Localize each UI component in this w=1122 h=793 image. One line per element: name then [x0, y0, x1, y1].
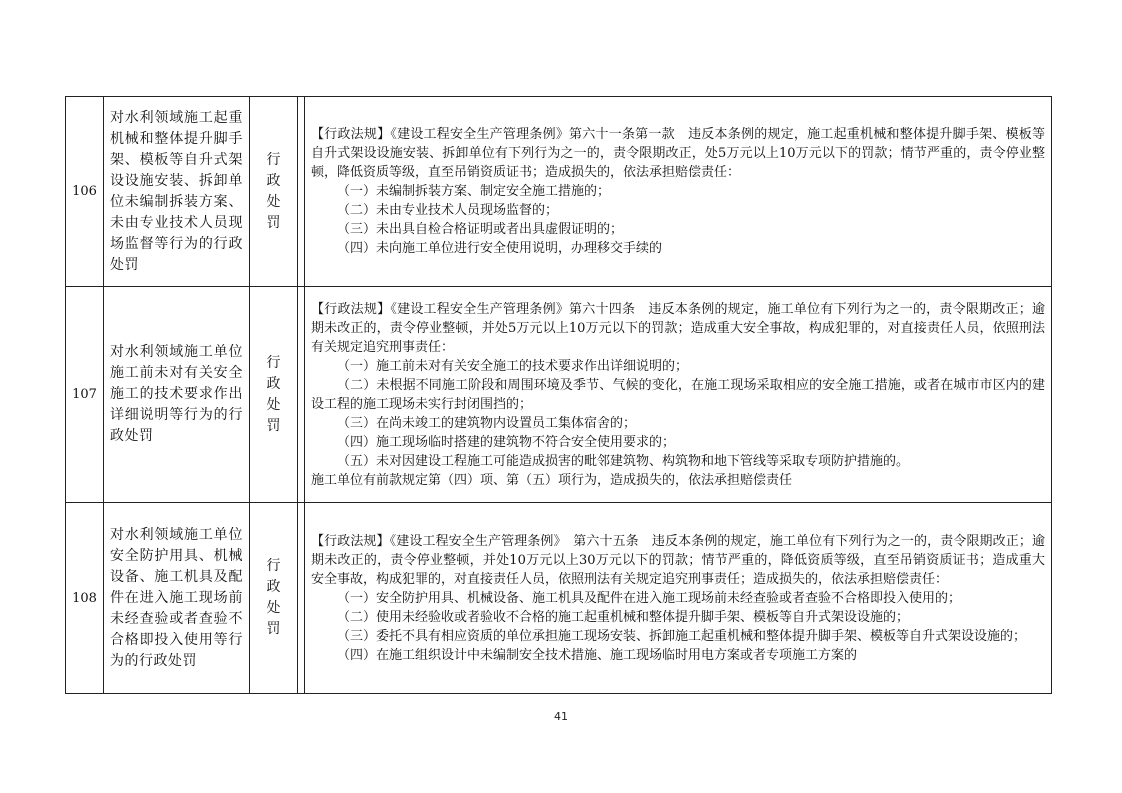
page-number: 41: [554, 710, 568, 723]
spacer-cell: [298, 503, 305, 694]
penalty-table: [65, 96, 1052, 694]
row-number: 108: [66, 503, 104, 694]
legal-basis-intro: 【行政法规】《建设工程安全生产管理条例》第六十四条 违反本条例的规定，施工单位有下列行为之一的，责令限期改正；逾期未改正的，责令停业整顿，并处5万元以上10万元以下的罚款；造成重大安全事故，构成犯罪的，对直接责任人员，依照刑法有关规定追究刑事责任：: [311, 301, 1045, 355]
legal-basis: [305, 503, 1052, 694]
legal-basis-item: （三）未出具自检合格证明或者出具虚假证明的；: [337, 222, 624, 237]
item-name: 对水利领域施工起重机械和整体提升脚手架、模板等自升式架设设施安装、拆卸单位未编制拆装方案、未由专业技术人员现场监督等行为的行政处罚: [104, 97, 250, 287]
row-number: 106: [66, 97, 104, 287]
legal-basis-item: （四）施工现场临时搭建的建筑物不符合安全使用要求的；: [337, 434, 676, 450]
legal-basis: [305, 287, 1052, 503]
legal-basis-item: （三）委托不具有相应资质的单位承担施工现场安装、拆卸施工起重机械和整体提升脚手架、模板等自升式架设设施的；: [337, 628, 1027, 644]
legal-basis-intro: 【行政法规】《建设工程安全生产管理条例》第六十一条第一款 违反本条例的规定，施工起重机械和整体提升脚手架、模板等自升式架设设施安装、拆卸单位有下列行为之一的，责令限期改正，处5万元以上10万元以下的罚款；情节严重的，责令停业整顿，降低资质等级，直至吊销资质证书；造成损失的，依法承担赔偿责任：: [311, 127, 1045, 180]
legal-basis-item: （二）未根据不同施工阶段和周围环境及季节、气候的变化，在施工现场采取相应的安全施工措施，或者在城市市区内的建设工程的施工现场未实行封闭围挡的；: [311, 377, 1045, 412]
item-type-cell: [250, 97, 298, 287]
legal-basis-item: （二）使用未经验收或者验收不合格的施工起重机械和整体提升脚手架、模板等自升式架设设施的；: [337, 609, 910, 625]
legal-basis-item: （三）在尚未竣工的建筑物内设置员工集体宿舍的；: [337, 415, 637, 431]
spacer-cell: [298, 97, 305, 287]
legal-basis-item: （一）未编制拆装方案、制定安全施工措施的；: [337, 184, 611, 199]
spacer-cell: [298, 287, 305, 503]
table-row: [66, 503, 1052, 694]
legal-basis-item: （五）未对因建设工程施工可能造成损害的毗邻建筑物、构筑物和地下管线等采取专项防护措施的。: [337, 453, 910, 469]
table-row: [66, 287, 1052, 503]
legal-basis-tail: 施工单位有前款规定第（四）项、第（五）项行为，造成损失的，依法承担赔偿责任: [311, 472, 793, 488]
item-type: 行政处罚: [266, 151, 281, 231]
table-row: [66, 97, 1052, 287]
row-number: 107: [66, 287, 104, 503]
legal-basis-item: （一）安全防护用具、机械设备、施工机具及配件在进入施工现场前未经查验或者查验不合格即投入使用的；: [337, 590, 962, 606]
legal-basis: [305, 97, 1052, 287]
legal-basis-item: （四）在施工组织设计中未编制安全技术措施、施工现场临时用电方案或者专项施工方案的: [337, 647, 858, 663]
legal-basis-intro: 【行政法规】《建设工程安全生产管理条例》 第六十五条 违反本条例的规定，施工单位有下列行为之一的，责令限期改正；逾期未改正的，责令停业整顿，并处10万元以上30万元以下的罚款；情节严重的，降低资质等级，直至吊销资质证书；造成重大安全事故，构成犯罪的，对直接责任人员，依照刑法有关规定追究刑事责任；造成损失的，依法承担赔偿责任：: [311, 533, 1045, 587]
legal-basis-item: （一）施工前未对有关安全施工的技术要求作出详细说明的；: [337, 358, 689, 374]
item-name: 对水利领域施工单位安全防护用具、机械设备、施工机具及配件在进入施工现场前未经查验或者查验不合格即投入使用等行为的行政处罚: [104, 503, 250, 694]
item-type: 行政处罚: [266, 354, 281, 434]
item-name: 对水利领域施工单位施工前未对有关安全施工的技术要求作出详细说明等行为的行政处罚: [104, 287, 250, 503]
legal-basis-item: （二）未由专业技术人员现场监督的；: [337, 203, 559, 218]
item-type-cell: [250, 503, 298, 694]
item-type-cell: [250, 287, 298, 503]
legal-basis-item: （四）未向施工单位进行安全使用说明，办理移交手续的: [337, 241, 663, 256]
item-type: 行政处罚: [266, 558, 281, 637]
